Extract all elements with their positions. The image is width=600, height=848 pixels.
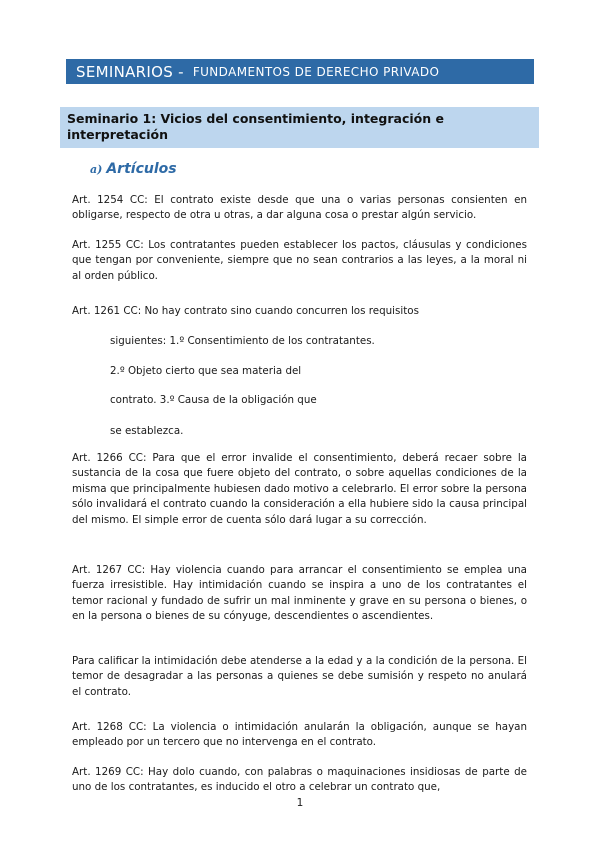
- art-1261-line-2: 2.º Objeto cierto que sea materia del: [110, 365, 302, 377]
- paragraph-art-1269: Art. 1269 CC: Hay dolo cuando, con palabras o maquinaciones insidiosas de parte de uno de los contratantes, es inducido el otro a celebrar un contrato que,: [72, 766, 527, 794]
- section-title: Artículos: [106, 161, 177, 177]
- header-subtitle: FUNDAMENTOS DE DERECHO PRIVADO: [192, 64, 440, 79]
- art-1261-line-4: se establezca.: [110, 425, 184, 437]
- paragraph-art-1261-intro: Art. 1261 CC: No hay contrato sino cuando concurren los requisitos: [72, 305, 419, 317]
- paragraph-art-1267: Art. 1267 CC: Hay violencia cuando para arrancar el consentimiento se emplea una fuerza irresistible. Hay intimidación cuando se inspira a uno de los contratantes el temor racional y fundado de sufrir un mal inminente y grave en su persona o bienes, o en la persona o bienes de su cónyuge, descendientes o ascendientes.: [72, 564, 527, 623]
- section-marker: a): [90, 163, 103, 176]
- document-header: [66, 59, 534, 84]
- seminar-title: Seminario 1: Vicios del consentimiento, integración e interpretación: [60, 107, 539, 148]
- paragraph-art-1268: Art. 1268 CC: La violencia o intimidación anularán la obligación, aunque se hayan empleado por un tercero que no intervenga en el contrato.: [72, 721, 527, 749]
- paragraph-art-1266: Art. 1266 CC: Para que el error invalide el consentimiento, deberá recaer sobre la sustancia de la cosa que fuere objeto del contrato, o sobre aquellas condiciones de la misma que principalmente hubiesen dado motivo a celebrarlo. El error sobre la persona sólo invalidará el contrato cuando la consideración a ella hubiere sido la causa principal del mismo. El simple error de cuenta sólo dará lugar a su corrección.: [72, 452, 527, 526]
- header-title: SEMINARIOS -: [76, 62, 184, 81]
- page-number: 1: [296, 797, 304, 809]
- section-heading: [90, 161, 177, 177]
- paragraph-art-1255: Art. 1255 CC: Los contratantes pueden establecer los pactos, cláusulas y condiciones que tengan por conveniente, siempre que no sean contrarios a las leyes, a la moral ni al orden público.: [72, 239, 527, 282]
- art-1261-line-1: siguientes: 1.º Consentimiento de los contratantes.: [110, 335, 375, 347]
- art-1261-line-3: contrato. 3.º Causa de la obligación que: [110, 394, 317, 406]
- paragraph-art-1267-continued: Para calificar la intimidación debe atenderse a la edad y a la condición de la persona. El temor de desagradar a las personas a quienes se debe sumisión y respeto no anulará el contrato.: [72, 655, 527, 698]
- paragraph-art-1254: Art. 1254 CC: El contrato existe desde que una o varias personas consienten en obligarse, respecto de otra u otras, a dar alguna cosa o prestar algún servicio.: [72, 194, 527, 222]
